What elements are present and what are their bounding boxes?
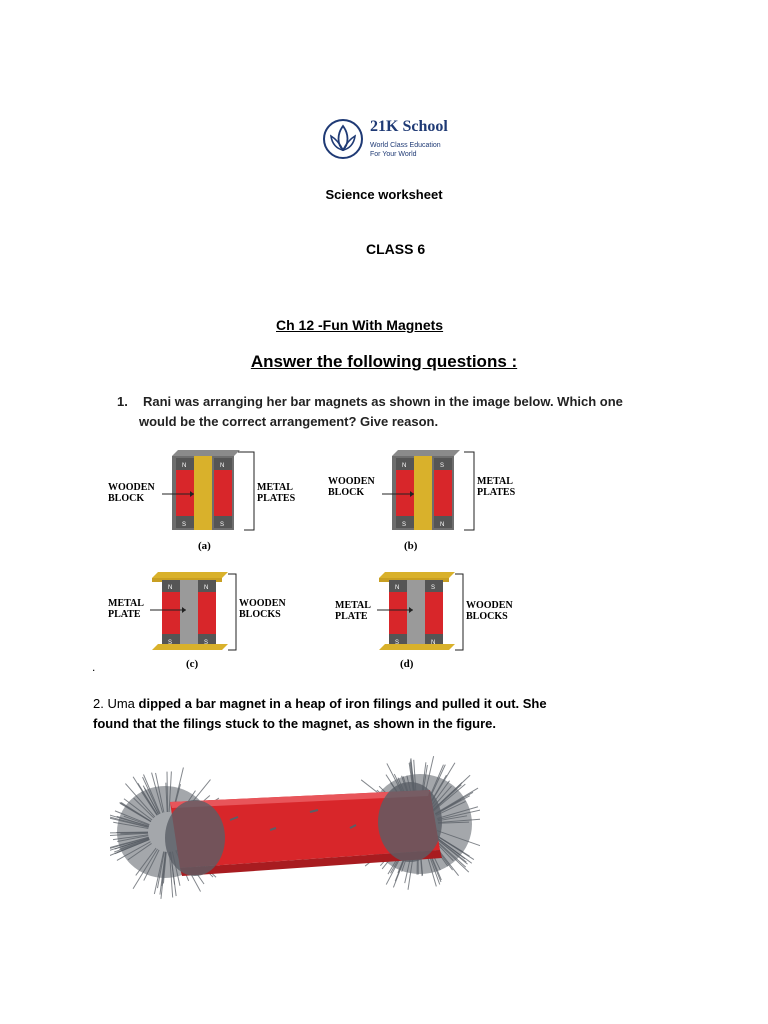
lotus-logo-icon [322,118,364,160]
pointer-arrow-icon [148,606,188,614]
pole-label: N [395,585,400,591]
brand-tagline: For Your World [370,151,417,158]
pointer-arrow-icon [375,606,415,614]
question-text: found that the filings stuck to the magnet, as shown in the figure. [93,716,497,731]
brand-name: 21K School [370,118,448,135]
question-text: 2. Uma dipped a bar magnet in a heap of iron filings and pulled it out. She [93,696,547,711]
pole-label: S [204,640,209,646]
bar-magnet-with-filings-image [110,750,480,910]
pole-label: N [220,463,225,469]
pole-label: N [182,463,187,469]
pole-label: N [440,522,445,528]
chapter-title: Ch 12 -Fun With Magnets [276,317,444,333]
class-title: CLASS 6 [366,241,426,257]
pointer-arrow-icon [160,490,196,498]
option-caption: (a) [198,540,211,552]
figure-label: METAL PLATE [108,598,144,620]
figure-label: METAL PLATE [335,600,371,622]
option-c-figure [100,570,310,680]
pole-label: S [440,463,445,469]
figure-label: WOODEN BLOCK [328,476,375,498]
pole-label: N [204,585,209,591]
option-d-figure [330,570,540,680]
option-a-figure [100,450,310,560]
question-text: Rani was arranging her bar magnets as shown in the image below. Which one [143,394,623,409]
pole-label: S [431,585,436,591]
pole-label: S [220,522,225,528]
question-text: would be the correct arrangement? Give reason. [139,414,439,429]
pole-label: S [168,640,173,646]
figure-label: WOODEN BLOCKS [239,598,286,620]
option-caption: (d) [400,658,414,670]
pole-label: N [168,585,173,591]
bar-magnet-icon [110,750,480,910]
question-number: 1. [117,394,128,409]
option-caption: (b) [404,540,418,552]
pole-label: S [182,522,187,528]
trailing-mark: . [92,660,96,674]
pole-label: S [402,522,407,528]
instruction-heading: Answer the following questions : [250,352,518,371]
figure-label: METAL PLATES [257,482,296,504]
option-caption: (c) [186,658,199,670]
brand-tagline: World Class Education [370,142,441,149]
figure-label: WOODEN BLOCKS [466,600,513,622]
pointer-arrow-icon [380,490,416,498]
pole-label: S [395,640,400,646]
logo [322,118,364,160]
pole-label: N [402,463,407,469]
figure-label: WOODEN BLOCK [108,482,155,504]
option-b-figure [320,450,530,560]
question-number: 2. Uma [93,696,135,711]
worksheet-title: Science worksheet [325,187,443,202]
figure-label: METAL PLATES [477,476,516,498]
pole-label: N [431,640,436,646]
